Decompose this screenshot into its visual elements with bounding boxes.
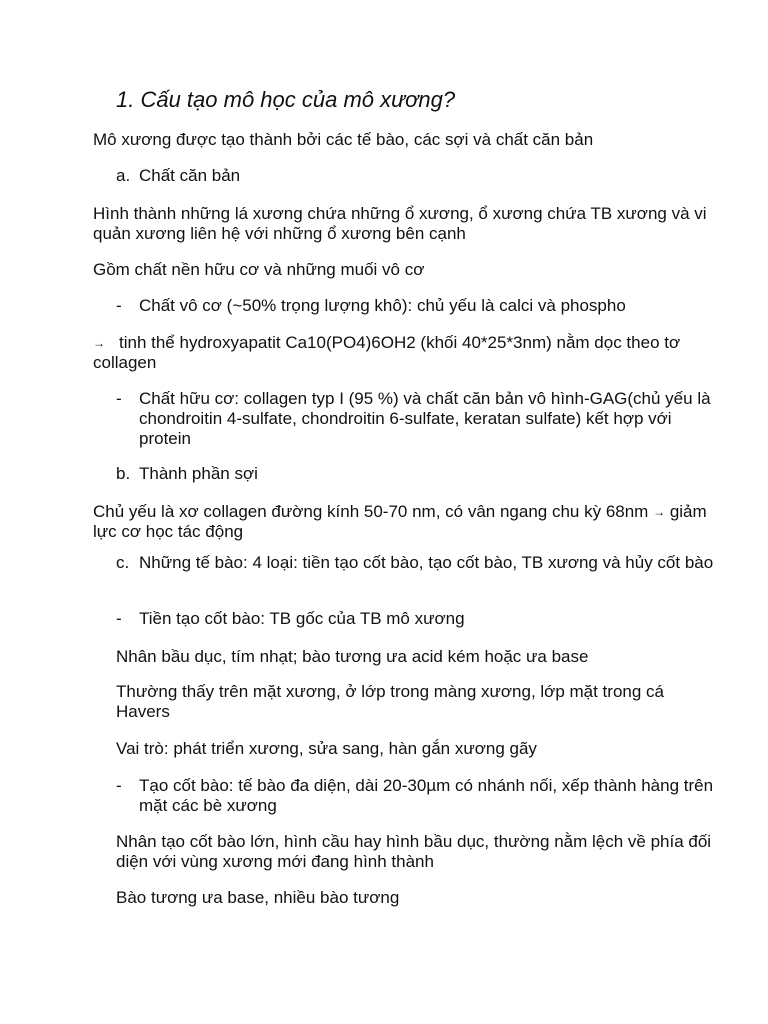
bullet-item: [116, 609, 716, 629]
paragraph: Bào tương ưa base, nhiều bào tương: [116, 888, 400, 907]
paragraph: Gồm chất nền hữu cơ và những muối vô cơ: [93, 260, 425, 279]
bullet-text: Chất hữu cơ: collagen typ I (95 %) và chất căn bản vô hình-GAG(chủ yếu là chondroitin 4-sulfate, chondroitin 6-sulfate, keratan sulfate) kết hợp với protein: [139, 389, 711, 448]
bullet-text: Tạo cốt bào: tế bào đa diện, dài 20-30µm có nhánh nối, xếp thành hàng trên mặt các bè xương: [139, 776, 714, 815]
paragraph: Hình thành những lá xương chứa những ổ xương, ổ xương chứa TB xương và vi quản xương liên hệ với những ổ xương bên cạnh: [93, 204, 707, 243]
list-item-label: Chất căn bản: [139, 166, 241, 185]
bullet-marker: -: [116, 609, 122, 628]
paragraph-text: Chủ yếu là xơ collagen đường kính 50-70 nm, có vân ngang chu kỳ 68nm: [93, 502, 649, 521]
list-item-label: Thành phần sợi: [139, 464, 258, 483]
bullet-text: Chất vô cơ (~50% trọng lượng khô): chủ yếu là calci và phospho: [139, 296, 626, 315]
list-marker: b.: [116, 464, 131, 483]
section-title: 1. Cấu tạo mô học của mô xương?: [116, 87, 456, 112]
list-marker: a.: [116, 166, 131, 185]
list-marker: c.: [116, 553, 130, 572]
list-item-b: [116, 464, 716, 484]
arrow-paragraph: [93, 333, 713, 373]
bullet-text: Tiền tạo cốt bào: TB gốc của TB mô xương: [139, 609, 465, 628]
bullet-item: [116, 389, 716, 449]
bullet-marker: -: [116, 296, 122, 315]
bullet-item: [116, 296, 716, 316]
list-item-c: [116, 553, 716, 573]
right-arrow-icon: →: [653, 505, 666, 519]
paragraph: Nhân tạo cốt bào lớn, hình cầu hay hình bầu dục, thường nằm lệch về phía đối diện với vùng xương mới đang hình thành: [116, 832, 712, 871]
paragraph: [93, 502, 713, 542]
list-item-label: Những tế bào: 4 loại: tiền tạo cốt bào, tạo cốt bào, TB xương và hủy cốt bào: [139, 553, 714, 572]
bullet-marker: -: [116, 776, 122, 795]
paragraph: Nhân bầu dục, tím nhạt; bào tương ưa acid kém hoặc ưa base: [116, 647, 589, 666]
paragraph-text: giảm lực cơ học tác động: [93, 502, 707, 541]
arrow-paragraph-text: tinh thể hydroxyapatit Ca10(PO4)6OH2 (khối 40*25*3nm) nằm dọc theo tơ collagen: [93, 333, 681, 372]
right-arrow-icon: →: [93, 336, 105, 350]
paragraph: Vai trò: phát triển xương, sửa sang, hàn gắn xương gãy: [116, 739, 537, 758]
paragraph: Thường thấy trên mặt xương, ở lớp trong màng xương, lớp mặt trong cá Havers: [116, 682, 664, 721]
bullet-marker: -: [116, 389, 122, 408]
list-item-a: [116, 166, 716, 186]
intro-paragraph: Mô xương được tạo thành bởi các tế bào, các sợi và chất căn bản: [93, 130, 594, 149]
bullet-item: [116, 776, 716, 816]
